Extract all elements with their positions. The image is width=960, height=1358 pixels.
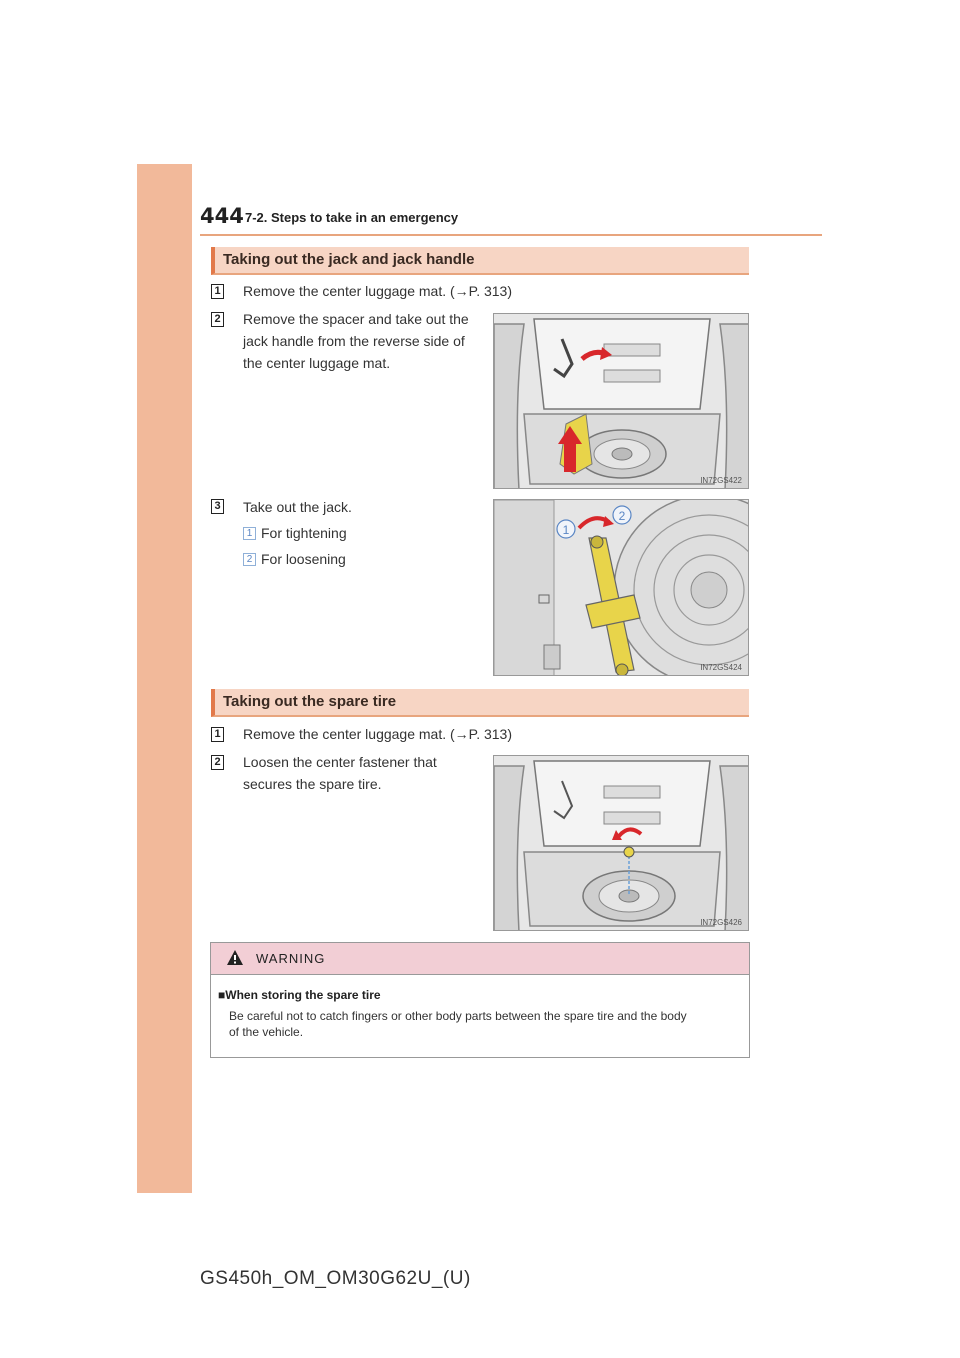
step-text: Remove the center luggage mat. (→P. 313): [243, 283, 513, 299]
warning-header: [211, 943, 749, 975]
figure-code: IN72GS424: [700, 663, 742, 672]
warning-bullet-title: ■When storing the spare tire: [218, 988, 381, 1002]
chapter-title: 7-2. Steps to take in an emergency: [245, 210, 459, 225]
sub-item-text: For tightening: [261, 525, 347, 541]
step-number: 1: [211, 284, 224, 299]
section-heading-jack: [211, 247, 749, 275]
figure-code: IN72GS422: [700, 476, 742, 485]
figure-jack-handle: [493, 313, 749, 489]
sub-item-number: 2: [243, 553, 256, 566]
page-header: [200, 204, 822, 236]
callout-1: 1: [562, 523, 570, 537]
callout-2: 2: [618, 509, 626, 523]
step-number: 1: [211, 727, 224, 742]
jack-illustration: [494, 500, 749, 676]
step-number: 2: [211, 755, 224, 770]
sub-item-text: For loosening: [261, 551, 346, 567]
page-number: 444: [200, 204, 244, 228]
step-text: Loosen the center fastener that secures the spare tire.: [243, 754, 437, 792]
warning-title: WARNING: [256, 951, 326, 966]
side-color-band: [137, 164, 192, 1193]
step-text: Take out the jack.: [243, 499, 352, 515]
figure-jack: [493, 499, 749, 676]
section-heading-spare-tire: [211, 689, 749, 717]
section-title: Taking out the spare tire: [223, 693, 397, 710]
warning-text: Be careful not to catch fingers or other body parts between the spare tire and the body of the vehicle.: [229, 1009, 687, 1039]
section-title: Taking out the jack and jack handle: [223, 251, 475, 268]
step-text: Remove the center luggage mat. (→P. 313): [243, 726, 513, 742]
document-footer: GS450h_OM_OM30G62U_(U): [200, 1268, 471, 1289]
spare-tire-illustration: [494, 756, 749, 931]
figure-code: IN72GS426: [700, 918, 742, 927]
step-number: 3: [211, 499, 224, 514]
sub-item-number: 1: [243, 527, 256, 540]
step-text: Remove the spacer and take out the jack handle from the reverse side of the center luggage mat.: [243, 311, 469, 371]
trunk-illustration: [494, 314, 749, 489]
warning-triangle-icon: [226, 949, 244, 966]
step-number: 2: [211, 312, 224, 327]
figure-spare-tire: [493, 755, 749, 931]
